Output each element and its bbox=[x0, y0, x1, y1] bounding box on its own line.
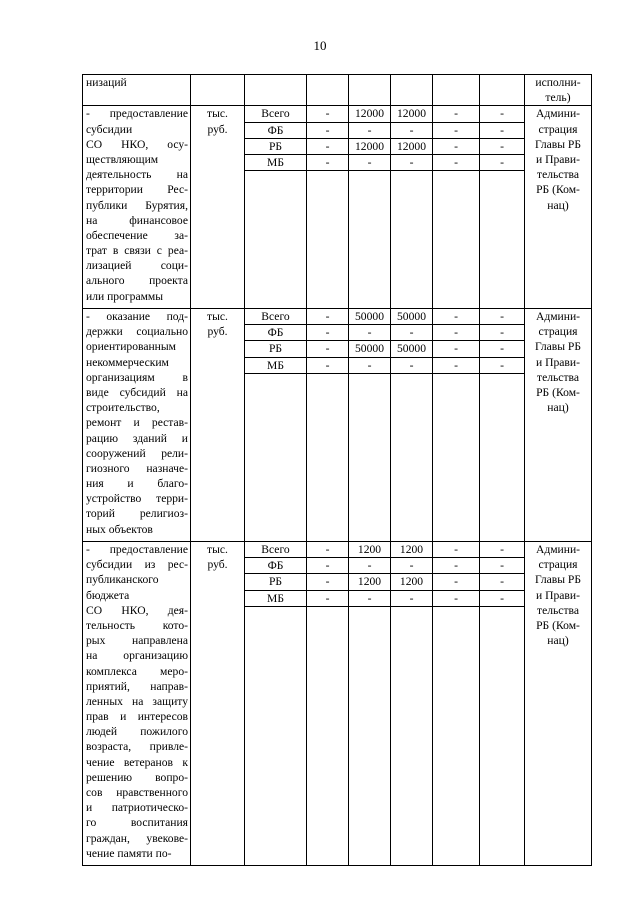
description-line: субсидии bbox=[86, 122, 133, 136]
amount-cell: 50000 bbox=[349, 341, 391, 357]
amount-cell: 12000 bbox=[391, 138, 433, 154]
amount-cell: 1200 bbox=[391, 542, 433, 558]
description-line: ществляющим bbox=[86, 152, 159, 166]
executor-line: нац) bbox=[547, 634, 569, 648]
description-line: обеспечение за- bbox=[86, 228, 188, 242]
executor-line: тель) bbox=[545, 91, 571, 105]
empty-cell bbox=[245, 606, 307, 865]
amount-cell: - bbox=[307, 590, 349, 606]
executor-cell bbox=[525, 309, 592, 542]
empty-cell bbox=[349, 373, 391, 541]
executor-line: Главы РБ bbox=[534, 340, 582, 354]
executor-line: Админи- bbox=[535, 310, 581, 324]
executor-line: Админи- bbox=[535, 543, 581, 557]
amount-cell: - bbox=[307, 341, 349, 357]
unit-cell bbox=[191, 106, 245, 309]
description-line: ленных на защиту bbox=[86, 694, 188, 708]
amount-cell: - bbox=[480, 558, 525, 574]
description-line: гиозного назначе- bbox=[86, 461, 188, 475]
description-line: публики Бурятия, bbox=[86, 198, 188, 212]
amount-cell: - bbox=[480, 309, 525, 325]
executor-cell bbox=[525, 542, 592, 866]
description-line: держки социально bbox=[86, 325, 188, 339]
activity-description bbox=[83, 309, 191, 542]
empty-cell bbox=[433, 606, 480, 865]
header-desc-cell bbox=[83, 75, 191, 106]
description-line: ориентированным bbox=[86, 340, 177, 354]
empty-cell bbox=[391, 373, 433, 541]
executor-line: Админи- bbox=[535, 107, 581, 121]
amount-cell: - bbox=[349, 357, 391, 373]
empty-cell bbox=[245, 75, 307, 106]
amount-cell: - bbox=[391, 155, 433, 171]
description-line: строительство, bbox=[86, 401, 160, 415]
empty-cell bbox=[191, 75, 245, 106]
empty-cell bbox=[433, 171, 480, 309]
funding-source: РБ bbox=[245, 341, 307, 357]
amount-cell: - bbox=[433, 122, 480, 138]
amount-cell: 50000 bbox=[349, 309, 391, 325]
amount-cell: - bbox=[480, 357, 525, 373]
amount-cell: - bbox=[349, 558, 391, 574]
description-line: го воспитания bbox=[86, 816, 188, 830]
amount-cell: - bbox=[307, 325, 349, 341]
activity-description bbox=[83, 542, 191, 866]
executor-cell bbox=[525, 106, 592, 309]
funding-source: Всего bbox=[245, 542, 307, 558]
description-line: СО НКО, осу- bbox=[86, 137, 188, 151]
executor-line: тельства bbox=[537, 603, 579, 617]
amount-cell: 50000 bbox=[391, 309, 433, 325]
amount-cell: - bbox=[433, 155, 480, 171]
unit-line: руб. bbox=[207, 122, 228, 136]
amount-cell: - bbox=[391, 590, 433, 606]
description-line: людей пожилого bbox=[86, 725, 188, 739]
amount-cell: - bbox=[480, 106, 525, 122]
table-row bbox=[83, 309, 592, 325]
funding-source: ФБ bbox=[245, 122, 307, 138]
description-line: деятельность на bbox=[86, 168, 188, 182]
empty-cell bbox=[480, 373, 525, 541]
empty-cell bbox=[480, 75, 525, 106]
executor-line: страция bbox=[538, 325, 578, 339]
executor-line: РБ (Ком- bbox=[536, 619, 580, 633]
description-line: - предоставление bbox=[86, 543, 188, 557]
description-line: решению вопро- bbox=[86, 770, 188, 784]
amount-cell: - bbox=[433, 341, 480, 357]
amount-cell: - bbox=[307, 309, 349, 325]
empty-cell bbox=[349, 75, 391, 106]
empty-cell bbox=[433, 75, 480, 106]
description-line: тельность кото- bbox=[86, 618, 188, 632]
amount-cell: - bbox=[480, 590, 525, 606]
executor-line: нац) bbox=[547, 401, 569, 415]
executor-line: страция bbox=[538, 122, 578, 136]
description-line: лизацией соци- bbox=[86, 259, 188, 273]
amount-cell: - bbox=[480, 138, 525, 154]
amount-cell: - bbox=[480, 155, 525, 171]
unit-line: тыс. bbox=[207, 543, 228, 557]
amount-cell: - bbox=[307, 155, 349, 171]
empty-cell bbox=[391, 171, 433, 309]
description-line: виде субсидий на bbox=[86, 385, 188, 399]
table-row bbox=[83, 542, 592, 558]
description-line: ния и благо- bbox=[86, 477, 188, 491]
unit-line: руб. bbox=[207, 325, 228, 339]
executor-line: РБ (Ком- bbox=[536, 386, 580, 400]
funding-source: РБ bbox=[245, 574, 307, 590]
empty-cell bbox=[307, 171, 349, 309]
amount-cell: 12000 bbox=[349, 138, 391, 154]
amount-cell: - bbox=[307, 138, 349, 154]
amount-cell: - bbox=[391, 357, 433, 373]
description-line: публиканского bbox=[86, 573, 159, 587]
amount-cell: - bbox=[433, 542, 480, 558]
description-line: устройство терри- bbox=[86, 492, 188, 506]
unit-line: тыс. bbox=[207, 310, 228, 324]
page-number: 10 bbox=[313, 38, 327, 53]
funding-source: МБ bbox=[245, 357, 307, 373]
amount-cell: - bbox=[307, 357, 349, 373]
empty-cell bbox=[245, 373, 307, 541]
empty-cell bbox=[307, 373, 349, 541]
empty-cell bbox=[349, 606, 391, 865]
executor-line: РБ (Ком- bbox=[536, 183, 580, 197]
description-line: торий религиоз- bbox=[86, 507, 188, 521]
amount-cell: - bbox=[391, 558, 433, 574]
description-line: приятий, направ- bbox=[86, 679, 188, 693]
description-line: комплекса меро- bbox=[86, 664, 188, 678]
amount-cell: - bbox=[349, 590, 391, 606]
amount-cell: - bbox=[307, 542, 349, 558]
empty-cell bbox=[480, 606, 525, 865]
empty-cell bbox=[391, 75, 433, 106]
amount-cell: - bbox=[349, 325, 391, 341]
executor-line: страция bbox=[538, 558, 578, 572]
empty-cell bbox=[307, 606, 349, 865]
unit-line: руб. bbox=[207, 558, 228, 572]
amount-cell: - bbox=[307, 558, 349, 574]
amount-cell: - bbox=[480, 574, 525, 590]
amount-cell: 50000 bbox=[391, 341, 433, 357]
empty-cell bbox=[391, 606, 433, 865]
funding-source: Всего bbox=[245, 106, 307, 122]
description-line: рацию зданий и bbox=[86, 431, 188, 445]
description-line: на финансовое bbox=[86, 213, 188, 227]
description-line: сов нравственного bbox=[86, 786, 188, 800]
empty-cell bbox=[349, 171, 391, 309]
description-line: ального проекта bbox=[86, 274, 188, 288]
description-line: прав и интересов bbox=[86, 710, 188, 724]
executor-line: и Прави- bbox=[536, 355, 580, 369]
description-line: бюджета bbox=[86, 588, 130, 602]
executor-line: тельства bbox=[537, 370, 579, 384]
program-table bbox=[82, 74, 592, 866]
description-line: чение памяти по- bbox=[86, 846, 172, 860]
amount-cell: - bbox=[433, 574, 480, 590]
table-row bbox=[83, 106, 592, 122]
executor-line: и Прави- bbox=[536, 588, 580, 602]
description-line: некоммерческим bbox=[86, 355, 169, 369]
amount-cell: 1200 bbox=[391, 574, 433, 590]
empty-cell bbox=[307, 75, 349, 106]
header-continuation-row bbox=[83, 75, 592, 106]
description-line: территории Рес- bbox=[86, 183, 188, 197]
activity-description bbox=[83, 106, 191, 309]
description-line: трат в связи с реа- bbox=[86, 244, 188, 258]
description-line: или программы bbox=[86, 289, 164, 303]
unit-line: тыс. bbox=[207, 107, 228, 121]
executor-line: Главы РБ bbox=[534, 137, 582, 151]
amount-cell: - bbox=[307, 122, 349, 138]
executor-line: Главы РБ bbox=[534, 573, 582, 587]
amount-cell: 12000 bbox=[391, 106, 433, 122]
executor-line: исполни- bbox=[535, 76, 581, 89]
description-line: ремонт и рестав- bbox=[86, 416, 188, 430]
amount-cell: - bbox=[307, 574, 349, 590]
amount-cell: - bbox=[349, 155, 391, 171]
funding-source: МБ bbox=[245, 155, 307, 171]
description-line: сооружений рели- bbox=[86, 446, 188, 460]
unit-cell bbox=[191, 542, 245, 866]
description-line: - предоставление bbox=[86, 107, 188, 121]
description-line: ных объектов bbox=[86, 522, 153, 536]
amount-cell: 1200 bbox=[349, 542, 391, 558]
amount-cell: - bbox=[433, 590, 480, 606]
description-line: чение ветеранов к bbox=[86, 755, 188, 769]
funding-source: ФБ bbox=[245, 558, 307, 574]
amount-cell: - bbox=[433, 357, 480, 373]
amount-cell: - bbox=[307, 106, 349, 122]
description-line: возраста, привле- bbox=[86, 740, 188, 754]
empty-cell bbox=[480, 171, 525, 309]
description-line: СО НКО, дея- bbox=[86, 603, 188, 617]
amount-cell: - bbox=[433, 325, 480, 341]
header-executor-cell bbox=[525, 75, 592, 106]
header-desc-line: низаций bbox=[86, 76, 127, 89]
amount-cell: - bbox=[433, 309, 480, 325]
funding-source: Всего bbox=[245, 309, 307, 325]
amount-cell: - bbox=[480, 341, 525, 357]
amount-cell: - bbox=[480, 122, 525, 138]
amount-cell: 1200 bbox=[349, 574, 391, 590]
amount-cell: - bbox=[480, 325, 525, 341]
empty-cell bbox=[245, 171, 307, 309]
funding-source: МБ bbox=[245, 590, 307, 606]
unit-cell bbox=[191, 309, 245, 542]
executor-line: и Прави- bbox=[536, 153, 580, 167]
executor-line: тельства bbox=[537, 168, 579, 182]
amount-cell: - bbox=[433, 558, 480, 574]
amount-cell: - bbox=[480, 542, 525, 558]
executor-line: нац) bbox=[547, 198, 569, 212]
amount-cell: - bbox=[433, 138, 480, 154]
description-line: и патриотическо- bbox=[86, 801, 188, 815]
description-line: организациям в bbox=[86, 370, 188, 384]
amount-cell: 12000 bbox=[349, 106, 391, 122]
description-line: рых направлена bbox=[86, 634, 188, 648]
description-line: граждан, увекове- bbox=[86, 831, 188, 845]
funding-source: РБ bbox=[245, 138, 307, 154]
description-line: субсидии из рес- bbox=[86, 558, 188, 572]
amount-cell: - bbox=[391, 325, 433, 341]
amount-cell: - bbox=[391, 122, 433, 138]
amount-cell: - bbox=[349, 122, 391, 138]
amount-cell: - bbox=[433, 106, 480, 122]
funding-source: ФБ bbox=[245, 325, 307, 341]
description-line: - оказание под- bbox=[86, 310, 188, 324]
empty-cell bbox=[433, 373, 480, 541]
description-line: на организацию bbox=[86, 649, 188, 663]
